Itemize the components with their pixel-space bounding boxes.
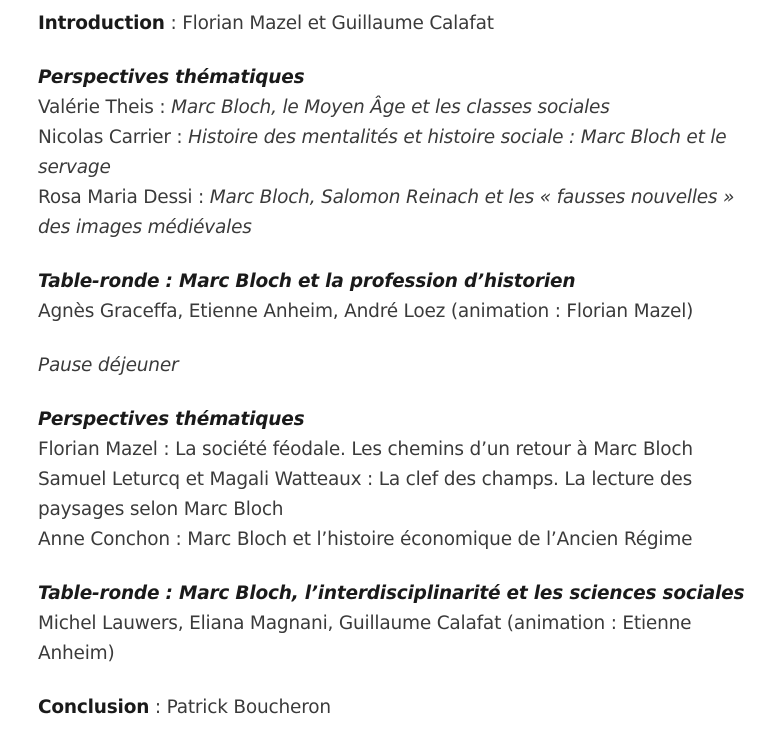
section-thematic-2-heading: Perspectives thématiques: [38, 409, 305, 430]
talk-item: [38, 93, 738, 123]
talk-item: Anne Conchon : Marc Bloch et l’histoire économique de l’Ancien Régime: [38, 529, 693, 550]
roundtable-2-participants: Michel Lauwers, Eliana Magnani, Guillaume Calafat (animation : Etienne Anheim): [38, 613, 692, 664]
roundtable-2: [38, 579, 745, 669]
introduction-paragraph: [38, 9, 738, 39]
talk-title: Marc Bloch, Salomon Reinach et les « fausses nouvelles » des images médiévales: [38, 187, 735, 238]
talk-speaker: Valérie Theis :: [38, 97, 172, 118]
talk-item: [38, 183, 738, 243]
section-thematic-1: [38, 63, 738, 243]
roundtable-2-heading: Table-ronde : Marc Bloch, l’interdisciplinarité et les sciences sociales: [38, 583, 745, 604]
introduction-label: Introduction: [38, 13, 165, 34]
roundtable-1-participants: Agnès Graceffa, Etienne Anheim, André Loez (animation : Florian Mazel): [38, 301, 694, 322]
introduction-speakers: Florian Mazel et Guillaume Calafat: [182, 13, 494, 34]
section-thematic-1-heading: Perspectives thématiques: [38, 67, 305, 88]
talk-title: Histoire des mentalités et histoire sociale : Marc Bloch et le servage: [38, 127, 727, 178]
talk-item: Samuel Leturcq et Magali Watteaux : La clef des champs. La lecture des paysages selon Marc Bloch: [38, 469, 693, 520]
talk-speaker: Nicolas Carrier :: [38, 127, 189, 148]
talk-title: Marc Bloch, le Moyen Âge et les classes sociales: [171, 97, 610, 118]
talk-item: [38, 123, 738, 183]
roundtable-1: [38, 267, 738, 327]
conclusion-label: Conclusion: [38, 697, 150, 718]
pause-label: Pause déjeuner: [38, 355, 179, 376]
conclusion-separator: :: [149, 697, 167, 718]
talk-speaker: Rosa Maria Dessi :: [38, 187, 210, 208]
talk-item: Florian Mazel : La société féodale. Les chemins d’un retour à Marc Bloch: [38, 439, 693, 460]
section-thematic-2: [38, 405, 738, 555]
introduction-separator: :: [164, 13, 183, 34]
roundtable-1-heading: Table-ronde : Marc Bloch et la profession d’historien: [38, 271, 576, 292]
conclusion-speaker: Patrick Boucheron: [166, 697, 331, 718]
conclusion-paragraph: [38, 693, 738, 723]
